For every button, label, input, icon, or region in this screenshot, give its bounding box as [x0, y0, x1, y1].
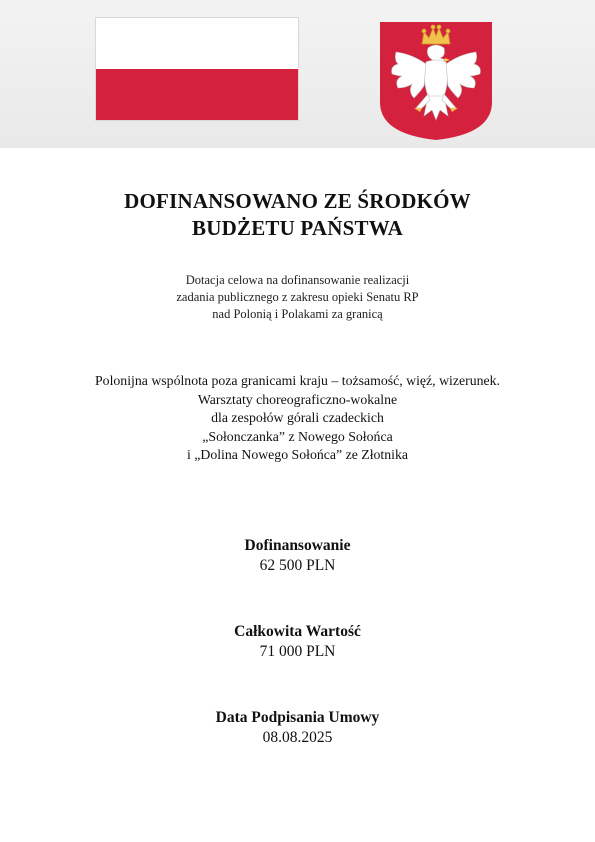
subtitle-line: Dotacja celowa na dofinansowanie realizacji	[185, 273, 410, 287]
subtitle-line: nad Polonią i Polakami za granicą	[212, 307, 383, 321]
funding-section	[0, 536, 595, 576]
polish-eagle-emblem-icon	[376, 18, 496, 142]
header-banner	[0, 0, 595, 148]
funding-value: 62 500 PLN	[259, 557, 336, 574]
signing-date-value: 08.08.2025	[262, 729, 333, 746]
grant-description	[0, 272, 595, 323]
title-line: BUDŻETU PAŃSTWA	[192, 216, 403, 240]
flag-white-stripe	[96, 18, 298, 69]
project-line: Polonijna wspólnota poza granicami kraju – tożsamość, więź, wizerunek.	[95, 373, 500, 388]
total-value-section	[0, 622, 595, 662]
project-line: Warsztaty choreograficzno-wokalne	[197, 391, 398, 407]
signing-date-label: Data Podpisania Umowy	[215, 709, 380, 726]
project-line: i „Dolina Nowego Sołońca” ze Złotnika	[186, 447, 409, 462]
project-description	[0, 372, 595, 465]
flag-red-stripe	[96, 69, 298, 120]
project-line: dla zespołów górali czadeckich	[211, 410, 384, 425]
total-value-label: Całkowita Wartość	[234, 623, 361, 640]
signing-date-section	[0, 708, 595, 748]
title-line: DOFINANSOWANO ZE ŚRODKÓW	[124, 189, 471, 213]
subtitle-line: zadania publicznego z zakresu opieki Senatu RP	[176, 290, 419, 304]
polish-flag-icon	[96, 18, 298, 120]
main-title	[0, 188, 595, 242]
project-line: „Sołonczanka” z Nowego Sołońca	[202, 428, 393, 444]
total-value-amount: 71 000 PLN	[259, 643, 336, 660]
funding-label: Dofinansowanie	[244, 537, 351, 554]
